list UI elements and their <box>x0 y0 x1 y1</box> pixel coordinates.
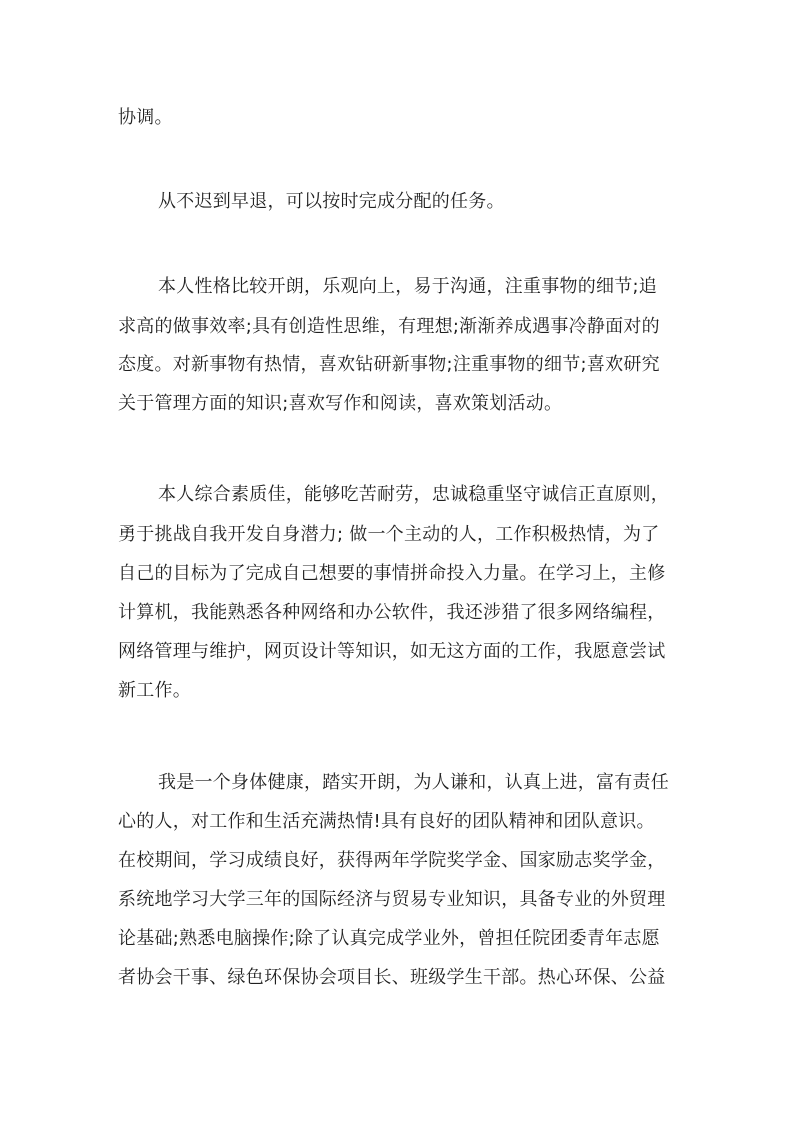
paragraph-line: 态度。对新事物有热情，喜欢钻研新事物;注重事物的细节;喜欢研究 <box>118 354 660 375</box>
paragraph-line: 论基础;熟悉电脑操作;除了认真完成学业外，曾担任院团委青年志愿 <box>118 928 660 949</box>
paragraph-line: 我是一个身体健康，踏实开朗，为人谦和，认真上进，富有责任 <box>158 772 669 793</box>
paragraph-line: 系统地学习大学三年的国际经济与贸易专业知识，具备专业的外贸理 <box>118 889 666 910</box>
paragraph-line: 关于管理方面的知识;喜欢写作和阅读，喜欢策划活动。 <box>118 393 563 414</box>
paragraph-line: 协调。 <box>118 107 173 128</box>
paragraph-line: 从不迟到早退，可以按时完成分配的任务。 <box>158 191 505 212</box>
paragraph-line: 勇于挑战自我开发自身潜力; 做一个主动的人，工作积极热情，为了 <box>118 524 660 545</box>
paragraph-line: 在校期间，学习成绩良好，获得两年学院奖学金、国家励志奖学金， <box>118 850 666 871</box>
paragraph-line: 计算机，我能熟悉各种网络和办公软件，我还涉猎了很多网络编程， <box>118 602 666 623</box>
paragraph-line: 自己的目标为了完成自己想要的事情拼命投入力量。在学习上，主修 <box>118 563 666 584</box>
paragraph-line: 本人综合素质佳，能够吃苦耐劳，忠诚稳重坚守诚信正直原则， <box>158 484 669 505</box>
paragraph-line: 心的人，对工作和生活充满热情!具有良好的团队精神和团队意识。 <box>118 811 655 832</box>
paragraph-line: 本人性格比较开朗，乐观向上，易于沟通，注重事物的细节;追 <box>158 276 658 297</box>
paragraph-line: 者协会干事、绿色环保协会项目长、班级学生干部。热心环保、公益 <box>118 967 666 988</box>
paragraph-line: 新工作。 <box>118 680 191 701</box>
paragraph-line: 网络管理与维护，网页设计等知识，如无这方面的工作，我愿意尝试 <box>118 641 666 662</box>
paragraph-line: 求高的做事效率;具有创造性思维，有理想;渐渐养成遇事冷静面对的 <box>118 316 660 337</box>
